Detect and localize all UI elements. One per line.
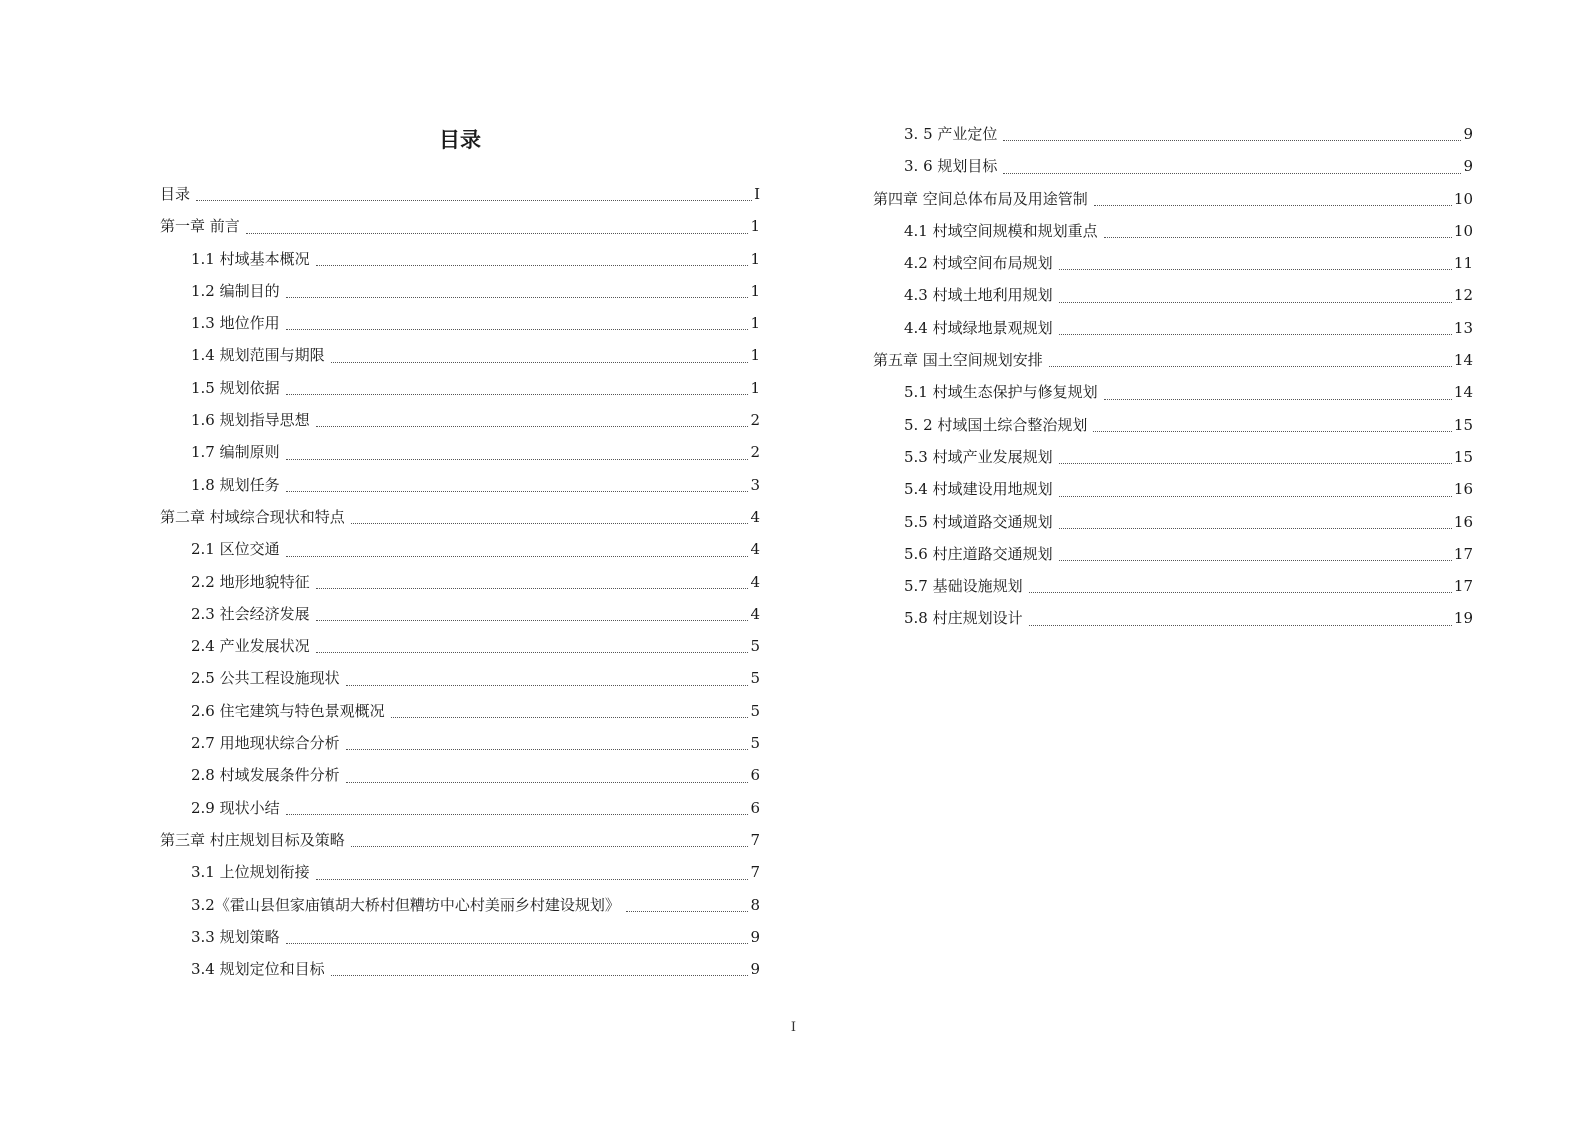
toc-entry-label: 4.4 村域绿地景观规划 [904, 318, 1053, 337]
toc-entry-page: 8 [750, 895, 760, 914]
toc-entry-page: 11 [1453, 254, 1473, 273]
toc-entry-page: 5 [750, 734, 760, 753]
toc-entry-label: 1.8 规划任务 [191, 475, 280, 494]
toc-entry[interactable] [160, 339, 760, 371]
toc-entry[interactable] [160, 178, 760, 210]
toc-entry[interactable] [160, 727, 760, 759]
dot-leader [1093, 431, 1452, 432]
toc-entry-label: 3.4 规划定位和目标 [191, 960, 325, 979]
toc-entry-label: 1.1 村域基本概况 [191, 249, 310, 268]
dot-leader [1059, 334, 1452, 335]
toc-entry[interactable] [160, 630, 760, 662]
toc-entry[interactable] [873, 506, 1473, 538]
toc-entry-page: 6 [750, 766, 760, 785]
toc-entry-page: 5 [750, 669, 760, 688]
dot-leader [1029, 592, 1452, 593]
toc-entry-page: 14 [1453, 351, 1473, 370]
toc-entry-label: 2.1 区位交通 [191, 540, 280, 559]
toc-entry-page: 9 [1463, 157, 1473, 176]
toc-entry-page: 7 [750, 830, 760, 849]
dot-leader [286, 943, 749, 944]
toc-entry-label: 1.5 规划依据 [191, 378, 280, 397]
toc-entry[interactable] [160, 566, 760, 598]
toc-entry[interactable] [160, 372, 760, 404]
toc-entry[interactable] [873, 150, 1473, 182]
toc-entry[interactable] [160, 598, 760, 630]
dot-leader [1059, 496, 1452, 497]
toc-entry-page: 9 [750, 960, 760, 979]
toc-entry-label: 4.1 村域空间规模和规划重点 [904, 221, 1098, 240]
toc-entry[interactable] [160, 695, 760, 727]
toc-entry[interactable] [160, 792, 760, 824]
toc-entry-label: 3.2《霍山县但家庙镇胡大桥村但糟坊中心村美丽乡村建设规划》 [191, 895, 620, 914]
toc-entry[interactable] [160, 662, 760, 694]
toc-entry-label: 3.1 上位规划衔接 [191, 863, 310, 882]
toc-entry-page: 1 [750, 378, 760, 397]
toc-entry-label: 5.8 村庄规划设计 [904, 609, 1023, 628]
toc-entry[interactable] [873, 409, 1473, 441]
toc-entry-page: 4 [750, 572, 760, 591]
toc-entry[interactable] [160, 436, 760, 468]
toc-entry-label: 5.4 村域建设用地规划 [904, 480, 1053, 499]
toc-entry[interactable] [160, 533, 760, 565]
toc-entry[interactable] [873, 344, 1473, 376]
toc-entry-page: 2 [750, 411, 760, 430]
toc-entry[interactable] [873, 312, 1473, 344]
dot-leader [1003, 173, 1461, 174]
toc-entry-page: 1 [750, 346, 760, 365]
dot-leader [346, 685, 749, 686]
toc-entry-page: 9 [750, 927, 760, 946]
toc-entry-page: 7 [750, 863, 760, 882]
dot-leader [316, 426, 749, 427]
toc-entry[interactable] [873, 183, 1473, 215]
toc-entry[interactable] [160, 210, 760, 242]
toc-entry-label: 第四章 空间总体布局及用途管制 [873, 189, 1088, 208]
dot-leader [1059, 269, 1452, 270]
toc-entry-label: 1.4 规划范围与期限 [191, 346, 325, 365]
toc-entry-page: 2 [750, 443, 760, 462]
dot-leader [1059, 302, 1452, 303]
toc-entry-label: 目录 [160, 185, 191, 203]
toc-entry[interactable] [160, 243, 760, 275]
toc-entry-page: 4 [750, 604, 760, 623]
toc-entry-label: 4.2 村域空间布局规划 [904, 254, 1053, 273]
toc-entry-label: 第二章 村域综合现状和特点 [160, 507, 345, 526]
dot-leader [1003, 140, 1461, 141]
page-number-footer: I [790, 1020, 797, 1035]
toc-entry-label: 1.7 编制原则 [191, 443, 280, 462]
toc-entry[interactable] [873, 570, 1473, 602]
dot-leader [351, 523, 749, 524]
toc-entry[interactable] [873, 441, 1473, 473]
toc-entry[interactable] [160, 404, 760, 436]
toc-entry-label: 第三章 村庄规划目标及策略 [160, 830, 345, 849]
toc-entry-page: 6 [750, 798, 760, 817]
toc-entry-page: I [754, 185, 760, 203]
toc-entry[interactable] [160, 953, 760, 985]
toc-entry-page: 13 [1453, 318, 1473, 337]
dot-leader [1059, 528, 1452, 529]
toc-entry-page: 4 [750, 540, 760, 559]
dot-leader [331, 975, 749, 976]
toc-entry-label: 1.6 规划指导思想 [191, 411, 310, 430]
toc-entry-page: 1 [750, 314, 760, 333]
toc-entry[interactable] [160, 856, 760, 888]
toc-entry-label: 3.3 规划策略 [191, 927, 280, 946]
dot-leader [1094, 205, 1452, 206]
dot-leader [1029, 625, 1452, 626]
toc-entry-page: 5 [750, 637, 760, 656]
toc-entry[interactable] [873, 538, 1473, 570]
toc-entry-page: 3 [750, 475, 760, 494]
toc-entry-page: 10 [1453, 221, 1473, 240]
dot-leader [626, 911, 749, 912]
dot-leader [316, 265, 749, 266]
toc-entry[interactable] [873, 247, 1473, 279]
toc-entry-label: 2.3 社会经济发展 [191, 604, 310, 623]
toc-entry-label: 2.5 公共工程设施现状 [191, 669, 340, 688]
page-title: 目录 [439, 128, 481, 152]
toc-entry-label: 5.6 村庄道路交通规划 [904, 544, 1053, 563]
dot-leader [346, 782, 749, 783]
dot-leader [316, 652, 749, 653]
toc-entry[interactable] [160, 275, 760, 307]
toc-entry-label: 4.3 村域土地利用规划 [904, 286, 1053, 305]
toc-entry-label: 2.9 现状小结 [191, 798, 280, 817]
toc-entry-label: 2.6 住宅建筑与特色景观概况 [191, 701, 385, 720]
toc-entry-page: 17 [1453, 577, 1473, 596]
dot-leader [316, 588, 749, 589]
toc-entry-label: 5.1 村域生态保护与修复规划 [904, 383, 1098, 402]
dot-leader [391, 717, 749, 718]
dot-leader [286, 814, 749, 815]
toc-entry-label: 5.3 村域产业发展规划 [904, 447, 1053, 466]
toc-entry-label: 2.4 产业发展状况 [191, 637, 310, 656]
toc-entry-page: 14 [1453, 383, 1473, 402]
toc-entry-label: 5.7 基础设施规划 [904, 577, 1023, 596]
toc-entry-label: 2.8 村域发展条件分析 [191, 766, 340, 785]
toc-entry-page: 1 [750, 217, 760, 236]
dot-leader [246, 233, 749, 234]
dot-leader [286, 297, 749, 298]
toc-entry-page: 10 [1453, 189, 1473, 208]
toc-entry-label: 1.3 地位作用 [191, 314, 280, 333]
toc-entry-label: 3. 5 产业定位 [904, 125, 998, 143]
toc-entry-label: 2.2 地形地貌特征 [191, 572, 310, 591]
toc-entry[interactable] [160, 889, 760, 921]
toc-entry-page: 1 [750, 249, 760, 268]
toc-entry-page: 17 [1453, 544, 1473, 563]
toc-entry-page: 19 [1453, 609, 1473, 628]
toc-entry-page: 9 [1463, 125, 1473, 143]
toc-entry[interactable] [160, 921, 760, 953]
toc-entry[interactable] [160, 824, 760, 856]
dot-leader [316, 879, 749, 880]
toc-entry-label: 3. 6 规划目标 [904, 157, 998, 176]
dot-leader [1049, 366, 1452, 367]
dot-leader [1104, 237, 1452, 238]
toc-entry[interactable] [873, 473, 1473, 505]
dot-leader [286, 394, 749, 395]
toc-entry-label: 第一章 前言 [160, 217, 240, 236]
dot-leader [286, 491, 749, 492]
toc-entry-page: 1 [750, 281, 760, 300]
dot-leader [331, 362, 749, 363]
dot-leader [196, 200, 752, 201]
toc-entry[interactable] [873, 376, 1473, 408]
toc-entry-page: 16 [1453, 480, 1473, 499]
toc-entry-label: 5.5 村域道路交通规划 [904, 512, 1053, 531]
dot-leader [286, 459, 749, 460]
dot-leader [316, 620, 749, 621]
toc-entry-page: 15 [1453, 447, 1473, 466]
toc-entry[interactable] [160, 759, 760, 791]
toc-entry[interactable] [160, 307, 760, 339]
toc-entry-page: 5 [750, 701, 760, 720]
toc-entry-page: 4 [750, 507, 760, 526]
toc-entry-label: 5. 2 村域国土综合整治规划 [904, 415, 1088, 434]
toc-entry[interactable] [873, 215, 1473, 247]
toc-entry-page: 15 [1453, 415, 1473, 434]
toc-entry[interactable] [160, 501, 760, 533]
toc-entry[interactable] [873, 118, 1473, 150]
dot-leader [1059, 463, 1452, 464]
toc-entry-label: 第五章 国土空间规划安排 [873, 351, 1043, 370]
dot-leader [1104, 399, 1452, 400]
toc-entry[interactable] [160, 469, 760, 501]
dot-leader [286, 556, 749, 557]
toc-entry-label: 1.2 编制目的 [191, 281, 280, 300]
toc-entry-page: 16 [1453, 512, 1473, 531]
dot-leader [346, 749, 749, 750]
toc-left-column [160, 178, 760, 985]
dot-leader [351, 846, 749, 847]
dot-leader [1059, 560, 1452, 561]
toc-entry[interactable] [873, 279, 1473, 311]
dot-leader [286, 329, 749, 330]
toc-right-column [873, 118, 1473, 635]
toc-entry[interactable] [873, 602, 1473, 634]
toc-entry-page: 12 [1453, 286, 1473, 305]
toc-entry-label: 2.7 用地现状综合分析 [191, 734, 340, 753]
